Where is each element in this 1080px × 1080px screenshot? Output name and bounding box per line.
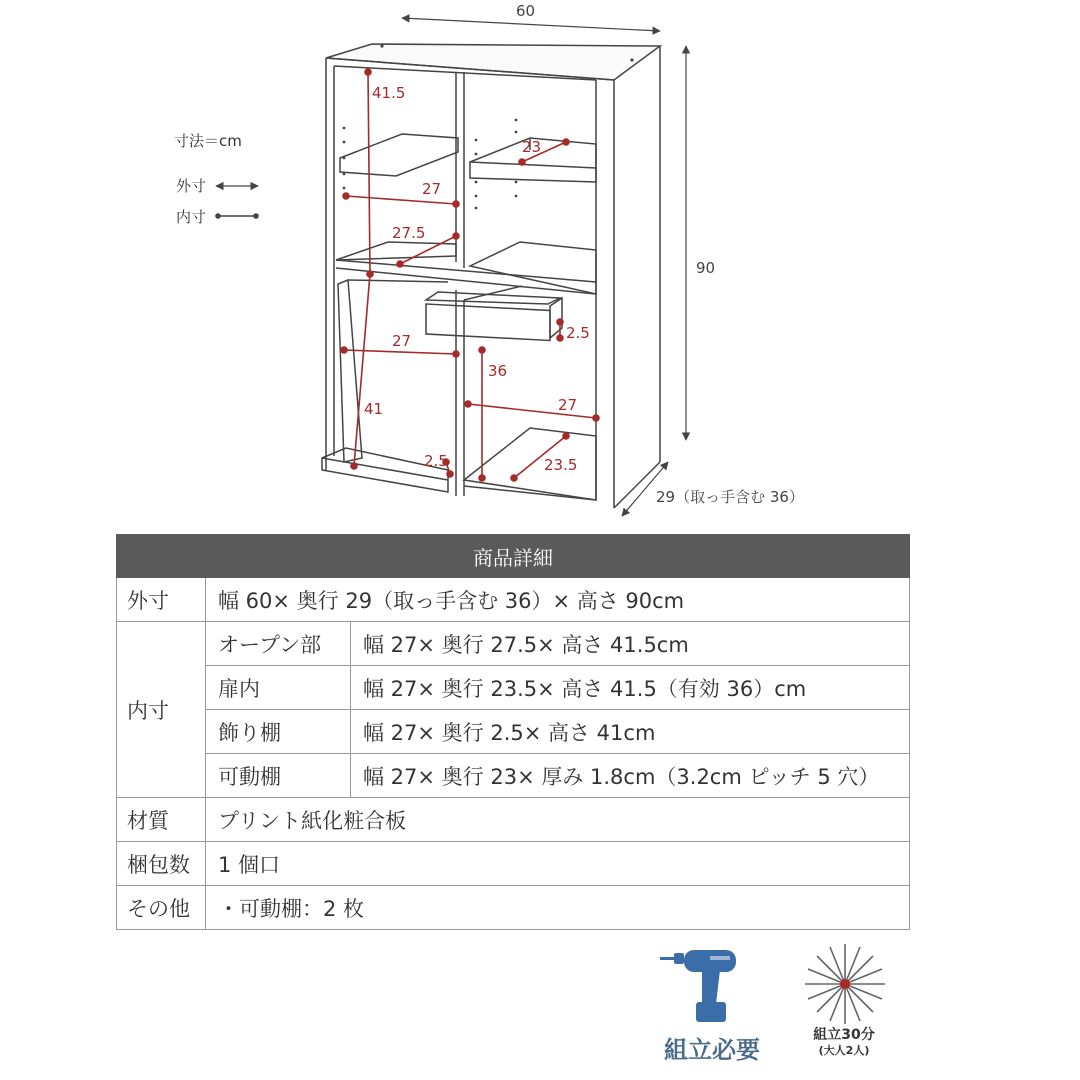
- inner-dimension-lines: [341, 69, 599, 481]
- inner-item-value: 幅 27× 奥行 27.5× 高さ 41.5cm: [351, 622, 910, 666]
- table-row: [117, 578, 910, 622]
- depth-label: 29（取っ手含む 36）: [656, 488, 804, 506]
- inner-item-name: 飾り棚: [206, 710, 351, 754]
- table-row: [117, 754, 910, 798]
- label-top-left-height: 41.5: [372, 84, 406, 102]
- height-label: 90: [696, 259, 716, 277]
- legend-symbols: [215, 186, 259, 219]
- label-bottom-depth: 2.5: [424, 452, 448, 470]
- legend-inner-label: 内寸: [176, 208, 207, 226]
- assembly-time-label: 組立30分: [813, 1027, 875, 1043]
- table-header-row: [117, 535, 910, 578]
- unit-note: 寸法＝cm: [174, 132, 242, 150]
- label-mid-left-width: 27: [392, 332, 412, 350]
- row-value-outer: 幅 60× 奥行 29（取っ手含む 36）× 高さ 90cm: [206, 578, 910, 622]
- table-row: [117, 666, 910, 710]
- label-left-height: 41: [364, 400, 384, 418]
- table-row: [117, 798, 910, 842]
- inner-item-name: 可動棚: [206, 754, 351, 798]
- row-label-material: 材質: [117, 798, 206, 842]
- outer-height-dimension: [686, 46, 715, 440]
- inner-item-value: 幅 27× 奥行 23.5× 高さ 41.5（有効 36）cm: [351, 666, 910, 710]
- inner-item-name: 扉内: [206, 666, 351, 710]
- row-label-inner: 内寸: [117, 622, 206, 798]
- assembly-people-label: (大人2人): [818, 1044, 870, 1057]
- inner-item-value: 幅 27× 奥行 23× 厚み 1.8cm（3.2cm ピッチ 5 穴）: [351, 754, 910, 798]
- inner-item-value: 幅 27× 奥行 2.5× 高さ 41cm: [351, 710, 910, 754]
- label-drawer-height: 2.5: [566, 324, 590, 342]
- assembly-required-label: 組立必要: [664, 1036, 760, 1064]
- label-right-height: 36: [488, 362, 508, 380]
- label-right-width: 27: [558, 396, 578, 414]
- row-label-other: その他: [117, 886, 206, 930]
- label-top-right-depth: 23: [522, 138, 542, 156]
- row-value-other: ・可動棚：2 枚: [206, 886, 910, 930]
- table-row: [117, 710, 910, 754]
- width-label: 60: [516, 2, 536, 20]
- outer-depth-dimension: [622, 462, 804, 516]
- table-row: [117, 842, 910, 886]
- assembly-time-icon: [800, 942, 890, 1026]
- legend-outer-label: 外寸: [176, 177, 207, 195]
- product-detail-table: [116, 534, 910, 930]
- label-bottom-right-depth: 23.5: [544, 456, 578, 474]
- row-value-material: プリント紙化粧合板: [206, 798, 910, 842]
- row-value-packages: 1 個口: [206, 842, 910, 886]
- table-row: [117, 622, 910, 666]
- inner-dot-line-icon: [215, 213, 259, 219]
- inner-item-name: オープン部: [206, 622, 351, 666]
- row-label-outer: 外寸: [117, 578, 206, 622]
- drill-icon: [658, 942, 748, 1032]
- table-title: 商品詳細: [117, 535, 910, 578]
- row-label-packages: 梱包数: [117, 842, 206, 886]
- label-top-left-depth: 27.5: [392, 224, 426, 242]
- table-row: [117, 886, 910, 930]
- outer-width-dimension: [402, 2, 660, 31]
- furniture-dimension-diagram: [0, 0, 1080, 530]
- label-top-left-width: 27: [422, 180, 442, 198]
